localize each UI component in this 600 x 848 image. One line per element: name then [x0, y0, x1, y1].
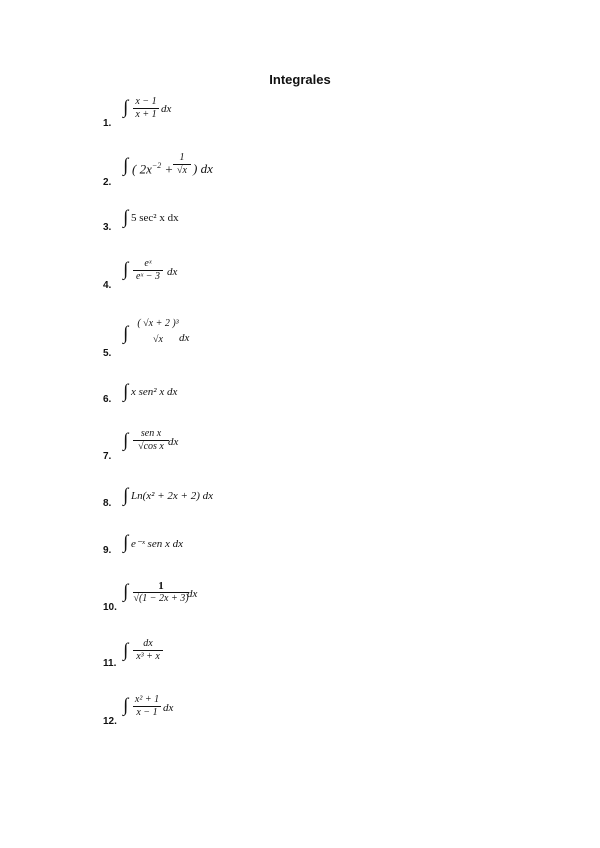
denominator: x + 1: [135, 109, 157, 120]
denominator: √x: [153, 334, 163, 345]
integral-sign: ∫: [123, 430, 129, 451]
integral-sign: ∫: [123, 259, 129, 280]
numerator: dx: [143, 638, 153, 649]
integral-sign: ∫: [123, 581, 129, 602]
integrand-text: Ln(x² + 2x + 2) dx: [131, 490, 213, 502]
integral-sign: ∫: [123, 381, 129, 402]
expression-part: ) dx: [193, 161, 213, 176]
numerator: x − 1: [135, 96, 157, 107]
denominator: x − 1: [136, 707, 158, 718]
item-number: 6.: [103, 394, 112, 405]
integrand-text: e⁻ˣ sen x dx: [131, 538, 183, 550]
item-number: 12.: [103, 716, 117, 727]
fraction: [133, 428, 169, 453]
differential: dx: [161, 103, 172, 115]
integral-sign: ∫: [123, 695, 129, 716]
integral-sign: ∫: [123, 640, 129, 661]
numerator: ( √x + 2 )³: [137, 318, 179, 329]
item-number: 9.: [103, 545, 112, 556]
fraction: [173, 152, 191, 177]
numerator: 1: [158, 580, 164, 592]
item-number: 7.: [103, 451, 112, 462]
item-number: 5.: [103, 348, 112, 359]
fraction: [133, 638, 163, 663]
integral-sign: ∫: [123, 485, 129, 506]
fraction: [133, 318, 183, 346]
item-number: 3.: [103, 222, 112, 233]
fraction: [133, 258, 163, 283]
fraction: [133, 96, 159, 121]
fraction: [133, 694, 161, 719]
numerator: 1: [179, 152, 185, 163]
expression-part: [132, 161, 173, 177]
denominator: √(1 − 2x + 3): [133, 593, 189, 604]
item-number: 10.: [103, 602, 117, 613]
differential: dx: [163, 702, 174, 714]
item-number: 8.: [103, 498, 112, 509]
integrand-text: 5 sec² x dx: [131, 212, 179, 224]
integral-sign: ∫: [123, 207, 129, 228]
differential: dx: [187, 588, 198, 600]
integral-sign: ∫: [123, 155, 129, 176]
integral-sign: ∫: [123, 532, 129, 553]
integrand-text: x sen² x dx: [131, 386, 178, 398]
exponent: −2: [151, 161, 162, 170]
numerator: sen x: [140, 428, 162, 439]
numerator: x² + 1: [134, 694, 160, 705]
expression-part: +: [161, 161, 174, 177]
integral-sign: ∫: [123, 97, 129, 118]
denominator: √x: [177, 165, 187, 176]
differential: dx: [179, 332, 190, 344]
differential: dx: [168, 436, 179, 448]
item-number: 1.: [103, 118, 112, 129]
denominator: √cos x: [138, 441, 164, 452]
denominator: eˣ − 3: [135, 271, 160, 282]
numerator: eˣ: [144, 258, 152, 269]
integral-sign: ∫: [123, 323, 129, 344]
denominator: x³ + x: [136, 651, 160, 662]
item-number: 4.: [103, 280, 112, 291]
item-number: 2.: [103, 177, 112, 188]
differential: dx: [167, 266, 178, 278]
fraction: [133, 580, 189, 605]
item-number: 11.: [103, 658, 117, 669]
expression-part: ( 2x: [132, 161, 152, 177]
page-title: Integrales: [269, 72, 331, 87]
